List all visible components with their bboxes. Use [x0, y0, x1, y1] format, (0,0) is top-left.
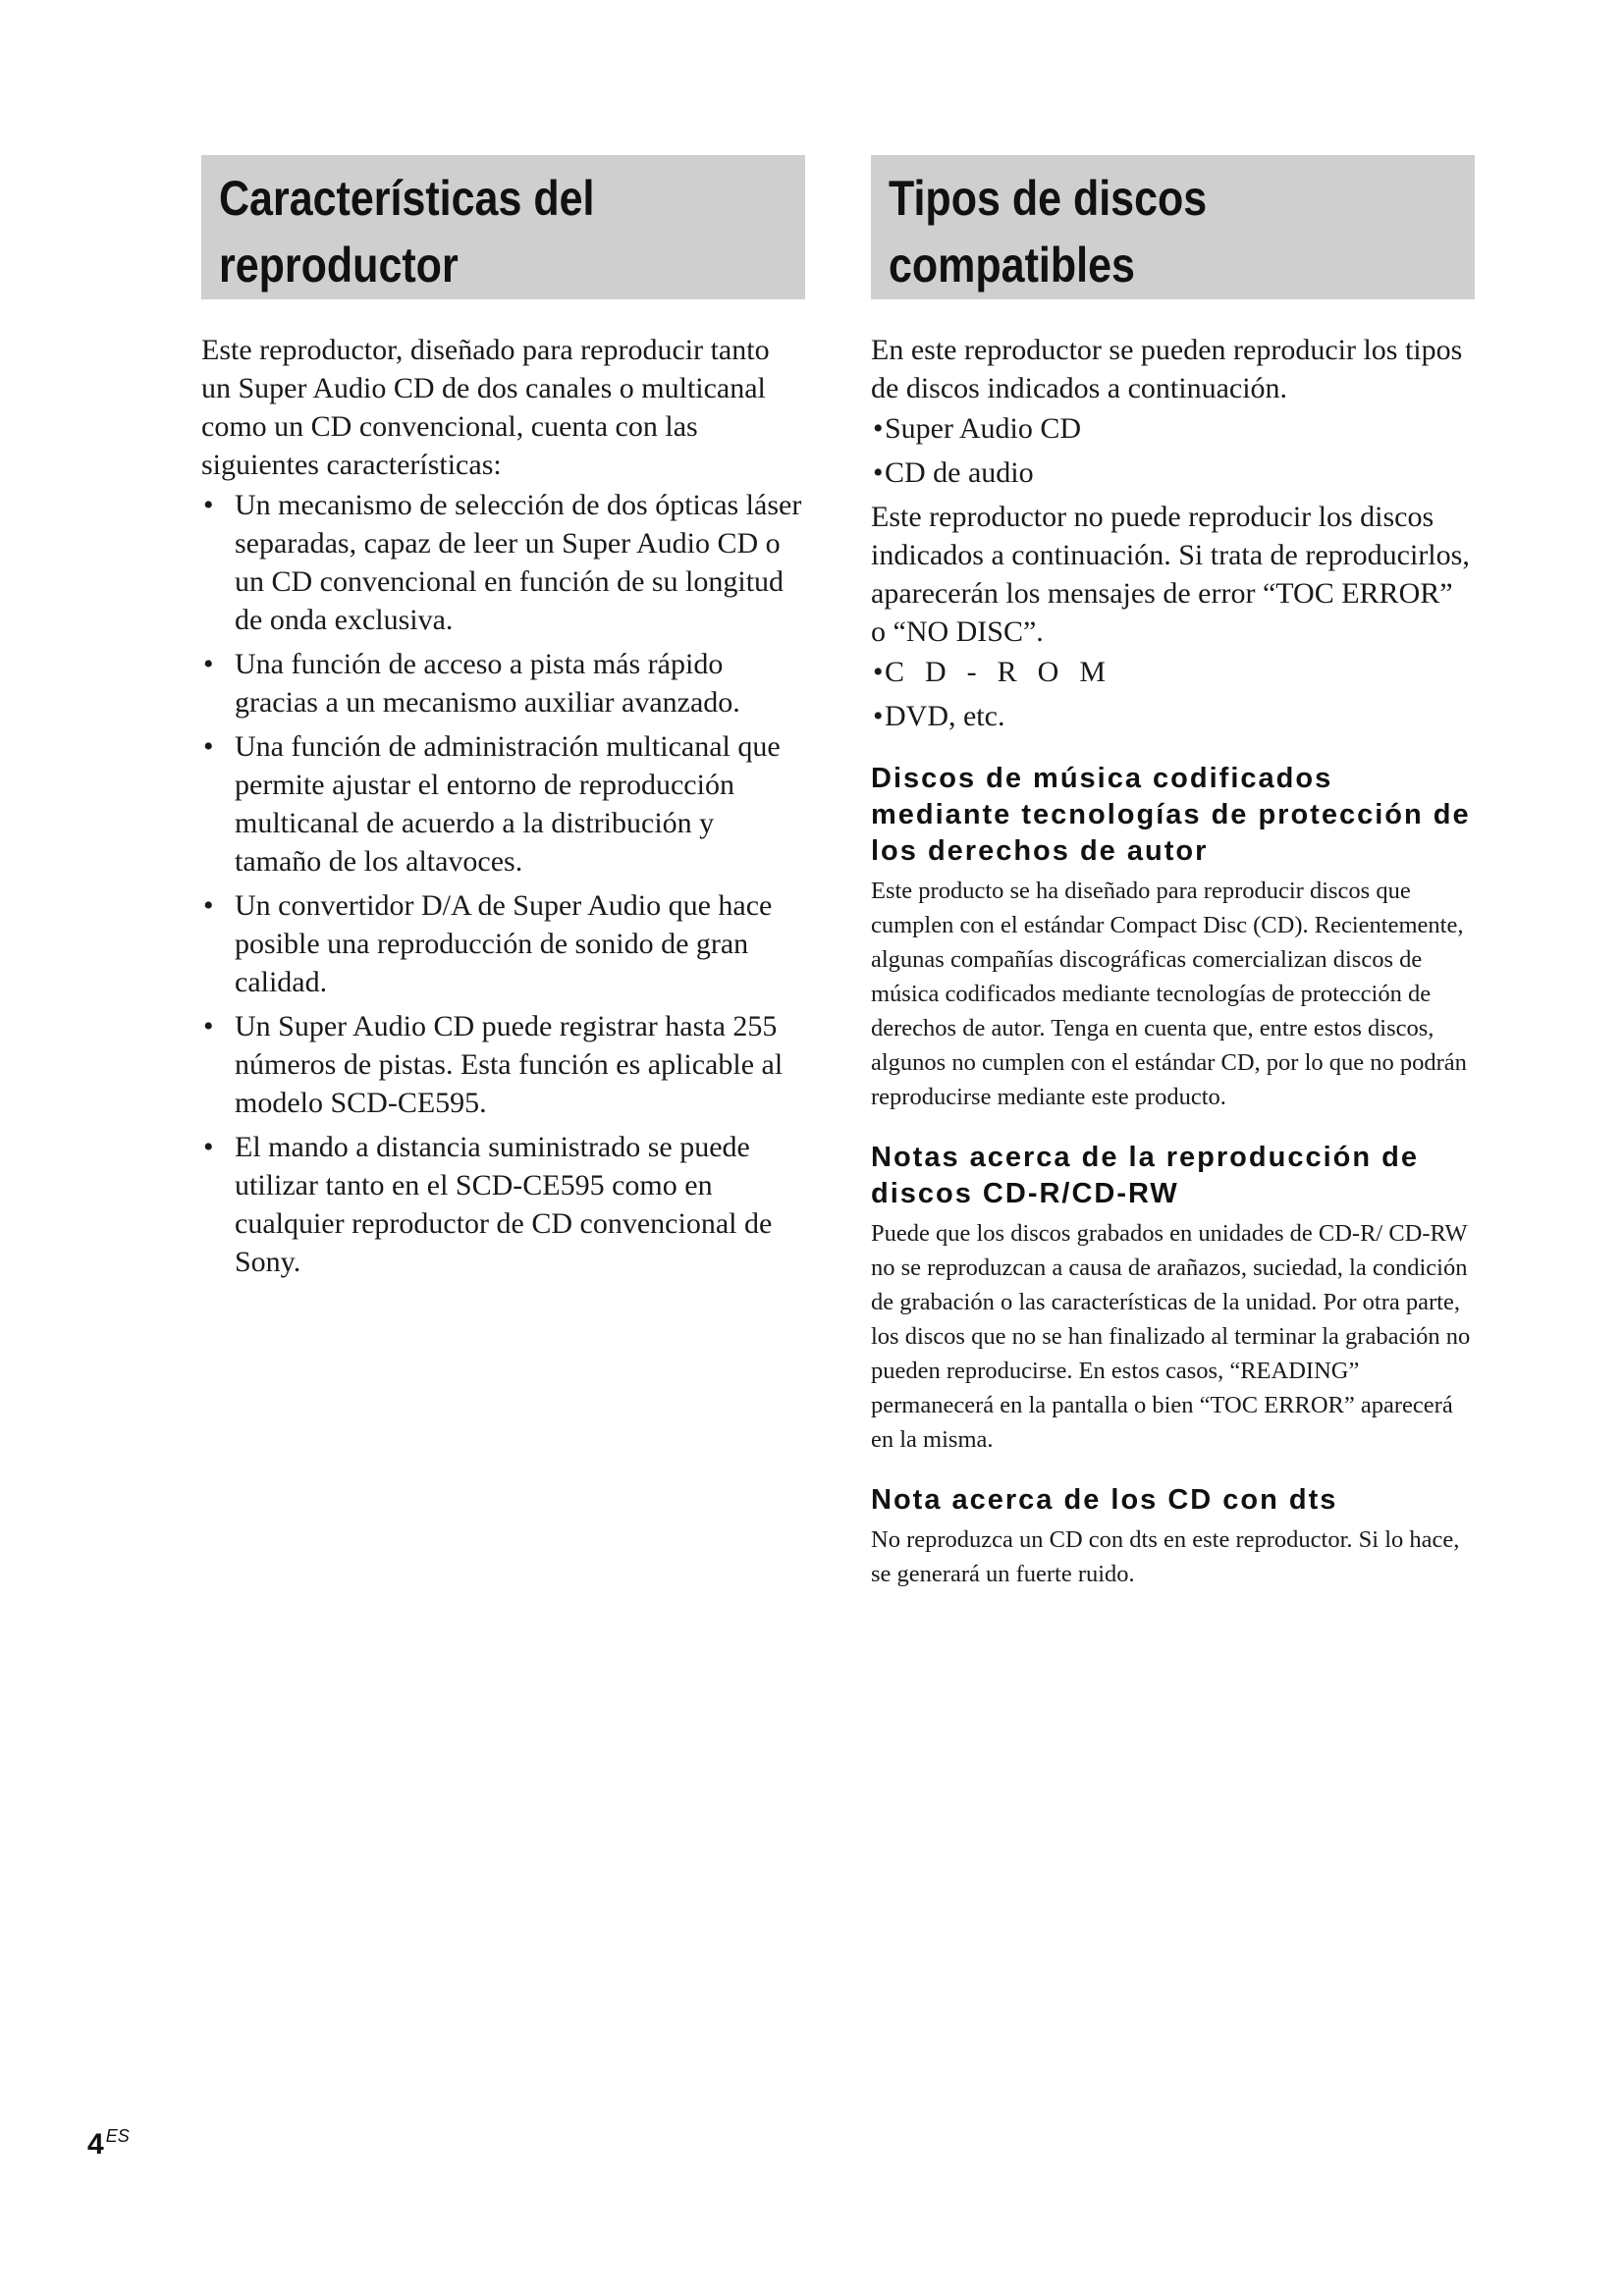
- disc-types-title-line2: compatibles: [889, 238, 1135, 293]
- feature-item: • Un Super Audio CD puede registrar hasta 255 números de pistas. Esta función es aplicable al modelo SCD-CE595.: [201, 1007, 805, 1122]
- copyright-discs-heading: Discos de música codificados mediante tecnologías de protección de los derechos de autor: [871, 763, 1471, 867]
- non-playable-intro: Este reproductor no puede reproducir los discos indicados a continuación. Si trata de reproducirlos, aparecerán los mensajes de error “TOC ERROR” o “NO DISC”.: [871, 501, 1470, 648]
- feature-item: • Un convertidor D/A de Super Audio que hace posible una reproducción de sonido de gran calidad.: [201, 886, 805, 1001]
- features-title-line1: Características del: [219, 171, 595, 226]
- non-playable-list: [871, 653, 1475, 735]
- feature-item: • Una función de acceso a pista más rápido gracias a un mecanismo auxiliar avanzado.: [201, 645, 805, 721]
- playable-intro: En este reproductor se pueden reproducir los tipos de discos indicados a continuación.: [871, 334, 1463, 404]
- page-number: [87, 2128, 130, 2162]
- playable-list: [871, 409, 1475, 492]
- dts-cd-text: No reproduzca un CD con dts en este reproductor. Si lo hace, se generará un fuerte ruido.: [871, 1526, 1460, 1587]
- cdr-cdrw-text: Puede que los discos grabados en unidades de CD-R/ CD-RW no se reproduzcan a causa de arañazos, suciedad, la condición de grabación o las características de la unidad. Por otra parte, los discos que no se han finalizado al terminar la grabación no pueden reproducirse. En estos casos, “READING” permanecerá en la pantalla o bien “TOC ERROR” aparecerá en la misma.: [871, 1220, 1471, 1453]
- dts-cd-heading: Nota acerca de los CD con dts: [871, 1484, 1338, 1516]
- features-title-line2: reproductor: [219, 238, 459, 293]
- features-list: [201, 486, 805, 1281]
- playable-item: • CD de audio: [871, 454, 1475, 492]
- copyright-discs-text: Este producto se ha diseñado para reproducir discos que cumplen con el estándar Compact Disc (CD). Recientemente, algunas compañías discográficas comercializan discos de música codificados mediante tecnologías de protección de derechos de autor. Tenga en cuenta que, entre estos discos, algunos no cumplen con el estándar CD, por lo que no podrán reproducirse mediante este producto.: [871, 878, 1467, 1110]
- disc-types-title-banner: [871, 155, 1475, 299]
- page-number-suffix: ES: [105, 2126, 130, 2146]
- right-column: [871, 155, 1475, 1591]
- cdr-cdrw-heading: Notas acerca de la reproducción de discos CD-R/CD-RW: [871, 1142, 1419, 1209]
- non-playable-item: • CD-ROM: [871, 653, 1475, 691]
- feature-item: • Una función de administración multicanal que permite ajustar el entorno de reproducción multicanal de acuerdo a la distribución y tamaño de los altavoces.: [201, 727, 805, 881]
- non-playable-item: • DVD, etc.: [871, 697, 1475, 735]
- feature-item: • El mando a distancia suministrado se puede utilizar tanto en el SCD-CE595 como en cualquier reproductor de CD convencional de Sony.: [201, 1128, 805, 1281]
- feature-item: • Un mecanismo de selección de dos ópticas láser separadas, capaz de leer un Super Audio CD o un CD convencional en función de su longitud de onda exclusiva.: [201, 486, 805, 639]
- features-intro: Este reproductor, diseñado para reproducir tanto un Super Audio CD de dos canales o multicanal como un CD convencional, cuenta con las siguientes características:: [201, 334, 770, 481]
- left-column: [201, 155, 805, 1287]
- page-number-value: 4: [87, 2128, 104, 2161]
- playable-item: • Super Audio CD: [871, 409, 1475, 448]
- disc-types-title-line1: Tipos de discos: [889, 171, 1208, 226]
- features-title-banner: [201, 155, 805, 299]
